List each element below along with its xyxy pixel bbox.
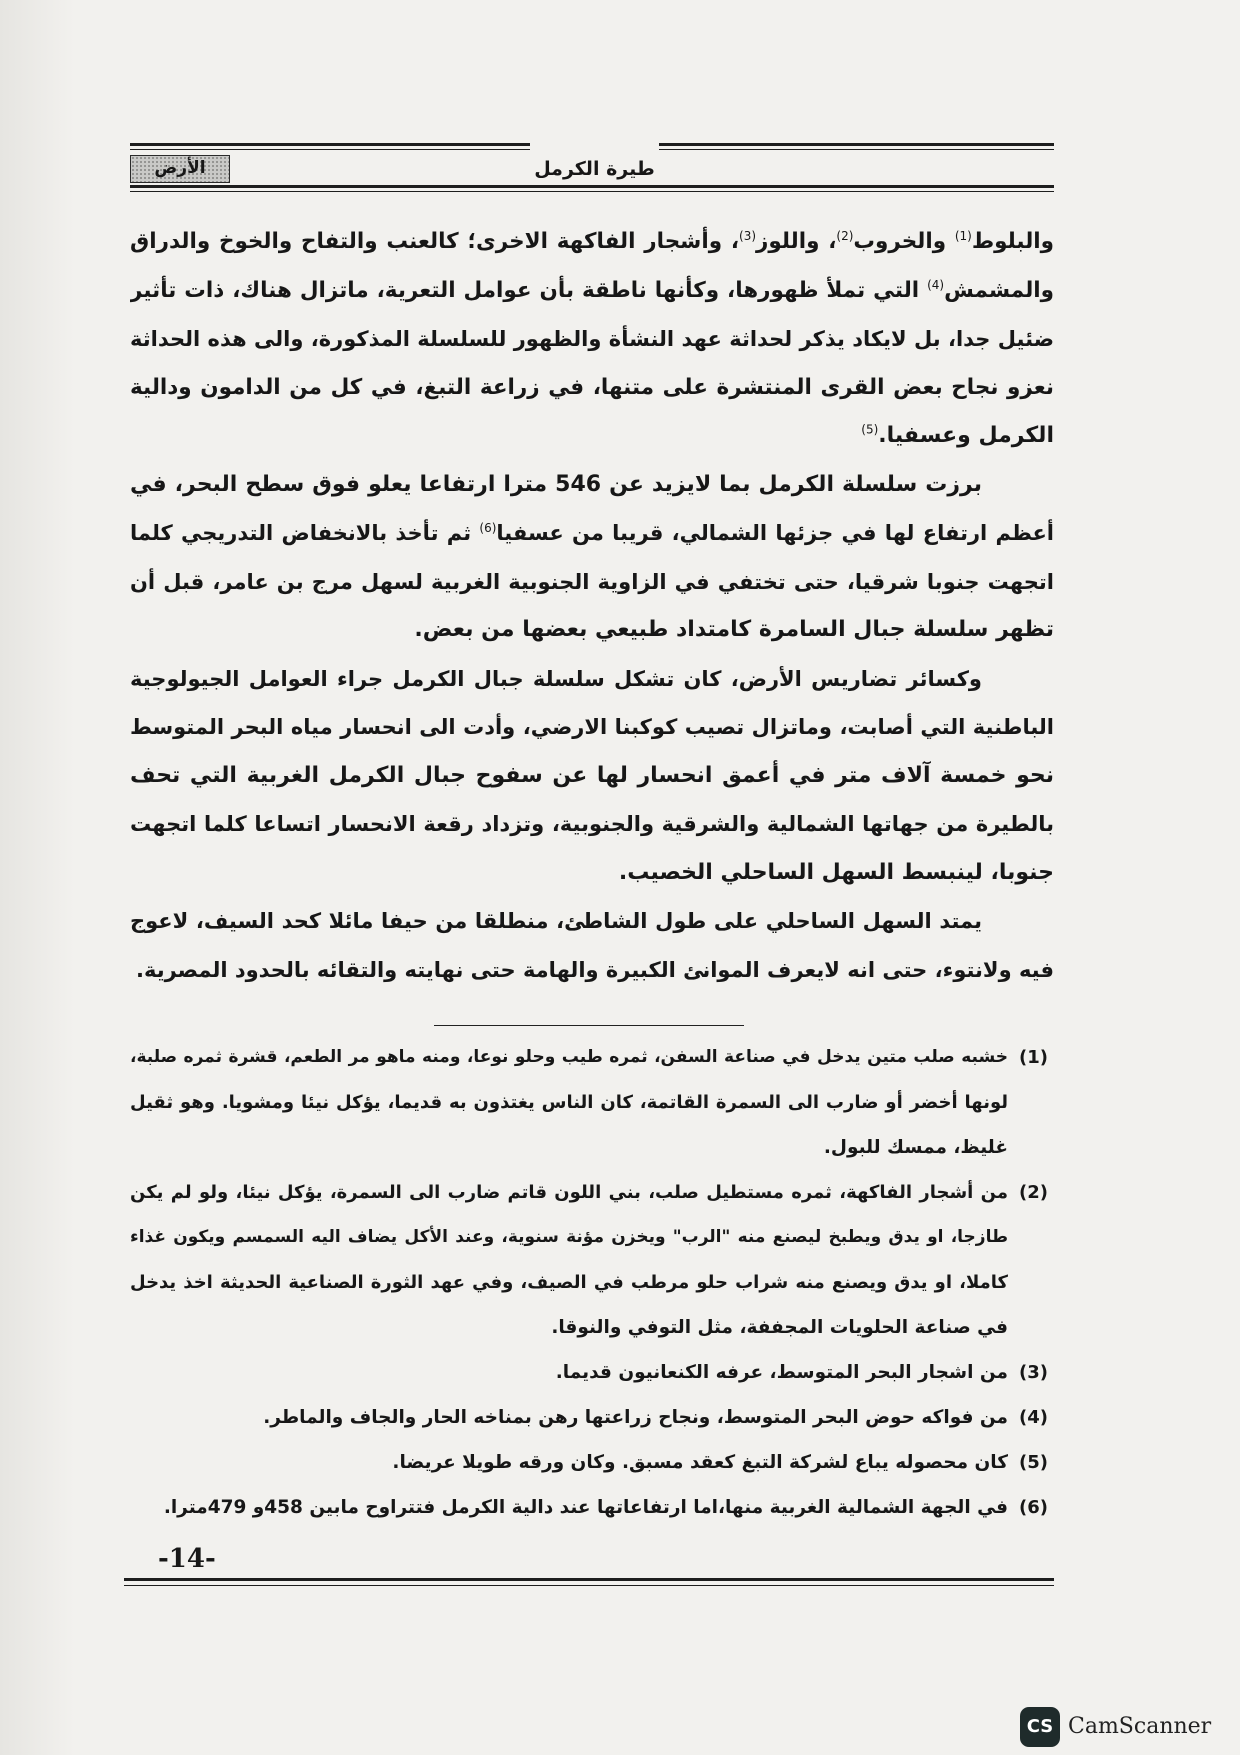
footnote-line: كان محصوله يباع لشركة التبغ كعقد مسبق. وكان ورقه طويلا عريضا. (392, 1452, 1008, 1473)
paragraph (130, 897, 1054, 994)
footnote-reference: (5) (861, 422, 879, 437)
footnote-line: من فواكه حوض البحر المتوسط، ونجاح زراعتها رهن بمناخه الحار والجاف والماطر. (263, 1407, 1008, 1428)
body-line (130, 703, 1054, 752)
body-line (130, 509, 1054, 558)
camscanner-logo-icon: CS (1020, 1707, 1060, 1747)
body-text-run: ، واللوز (756, 229, 837, 254)
body-line (130, 849, 1054, 898)
footnote-number: (2) (1019, 1182, 1048, 1203)
footnote (130, 1170, 1048, 1350)
footnote-line: من اشجار البحر المتوسط، عرفه الكنعانيون قديما. (555, 1362, 1008, 1383)
camscanner-watermark-text: CamScanner (1068, 1714, 1212, 1739)
footnote-number: (3) (1019, 1362, 1048, 1383)
body-text-run: الكرمل وعسفيا. (878, 423, 1054, 448)
footnote (130, 1035, 1048, 1170)
body-text-run: بالطيرة من جهاتها الشمالية والشرقية والجنوبية، وتزداد رقعة الانحسار اتساعا كلما اتجهت (130, 812, 1054, 836)
footnote (130, 1485, 1048, 1530)
page-number: -14- (158, 1544, 216, 1574)
body-line (130, 412, 1054, 461)
footnote-number: (5) (1019, 1452, 1048, 1473)
body-line (130, 800, 1054, 849)
body-line (130, 461, 1054, 510)
body-text-run: نعزو نجاح بعض القرى المنتشرة على متنها، في زراعة التبغ، في كل من الدامون ودالية (130, 374, 1054, 400)
body-line (130, 752, 1054, 801)
footnote-line: خشبه صلب متين يدخل في صناعة السفن، ثمره طيب وحلو نوعا، ومنه ماهو مر الطعم، قشرة ثمره صلبة، (130, 1047, 1008, 1067)
header-rule-left (130, 143, 530, 150)
footnote-reference: (3) (739, 228, 757, 243)
footnote-line: طازجا، او يدق ويطبخ ليصنع منه "الرب" ويخزن مؤنة سنوية، وعند الأكل يضاف اليه السمسم ويكون غذاء (130, 1227, 1008, 1247)
footnote (130, 1440, 1048, 1485)
body-line (130, 218, 1054, 267)
body-line (130, 946, 1054, 995)
running-header-title: طيرة الكرمل (534, 158, 655, 180)
header-rule-right (659, 143, 1054, 150)
footnote-reference: (6) (479, 521, 497, 535)
footnote-reference: (1) (954, 228, 972, 243)
footnote-line: من أشجار الفاكهة، ثمره مستطيل صلب، بني اللون قاتم ضارب الى السمرة، يؤكل نيئا، ولو لم يكن (130, 1182, 1008, 1203)
body-line (130, 315, 1054, 364)
body-text-run: ، وأشجار الفاكهة الاخرى؛ كالعنب والتفاح والخوخ والدراق (130, 229, 739, 254)
body-text-run: أعظم ارتفاع لها في جزئها الشمالي، قريبا من عسفيا (496, 521, 1054, 545)
section-label-box: الأرض (130, 155, 230, 183)
paragraph (130, 655, 1054, 898)
body-text-run: التي تملأ ظهورها، وكأنها ناطقة بأن عوامل التعرية، ماتزال هناك، ذات تأثير (130, 277, 928, 303)
page-edge-shadow (0, 0, 75, 1755)
footnote (130, 1350, 1048, 1395)
footer-rule (124, 1578, 1054, 1586)
footnote-line: غليظ، ممسك للبول. (823, 1137, 1008, 1158)
body-text-run: نحو خمسة آلاف متر في أعمق انحسار لها عن سفوح جبال الكرمل الغربية التي تحف (130, 762, 1054, 788)
footnote-line: كاملا، او يدق ويصنع منه شراب حلو مرطب في الصيف، وفي عهد الثورة الصناعية الحديثة اخذ يدخل (130, 1272, 1008, 1293)
footnote-line: في صناعة الحلويات المجففة، مثل التوفي والنوقا. (551, 1317, 1008, 1338)
body-line (130, 267, 1054, 316)
body-text-run: وكسائر تضاريس الأرض، كان تشكل سلسلة جبال الكرمل جراء العوامل الجيولوجية (130, 666, 982, 691)
body-line (130, 364, 1054, 413)
body-line (130, 606, 1054, 655)
header-rule-bottom (130, 185, 1054, 192)
footnote-number: (4) (1019, 1407, 1048, 1428)
footnote-line: لونها أخضر أو ضارب الى السمرة القاتمة، كان الناس يغتذون به قديما، يؤكل نيئا ومشويا. وهو ثقيل (130, 1092, 1008, 1113)
body-line (130, 655, 1054, 704)
body-text-run: اتجهت جنوبا شرقيا، حتى تختفي في الزاوية الجنوبية الغربية لسهل مرج بن عامر، قبل أن (130, 569, 1054, 594)
body-text-run: والبلوط (971, 229, 1054, 254)
body-text-run: والخروب (853, 229, 955, 254)
body-text-run: تظهر سلسلة جبال السامرة كامتداد طبيعي بعضها من بعض. (414, 617, 1054, 642)
body-text-run: ضئيل جدا، بل لايكاد يذكر لحداثة عهد النشأة والظهور للسلسلة المذكورة، والى هذه الحداثة (130, 327, 1054, 351)
footnote-line: في الجهة الشمالية الغربية منها،اما ارتفاعاتها عند دالية الكرمل فتتراوح مابين 458و 479مترا. (163, 1497, 1008, 1518)
body-text (130, 218, 1054, 994)
body-text-run: والمشمش (944, 277, 1054, 303)
body-text-run: الباطنية التي أصابت، وماتزال تصيب كوكبنا الارضي، وأدت الى انحسار مياه البحر المتوسط (130, 715, 1054, 739)
footnote (130, 1395, 1048, 1440)
body-line (130, 558, 1054, 607)
body-text-run: برزت سلسلة الكرمل بما لايزيد عن 546 مترا ارتفاعا يعلو فوق سطح البحر، في (130, 471, 982, 497)
body-line (130, 897, 1054, 946)
paragraph (130, 218, 1054, 461)
body-text-run: جنوبا، لينبسط السهل الساحلي الخصيب. (618, 859, 1054, 885)
footnote-number: (6) (1019, 1497, 1048, 1518)
footnote-number: (1) (1019, 1047, 1048, 1068)
footnote-separator (434, 1025, 744, 1026)
footnotes (130, 1035, 1048, 1530)
body-text-run: ثم تأخذ بالانخفاض التدريجي كلما (130, 521, 480, 545)
footnote-reference: (2) (836, 228, 854, 243)
paragraph (130, 461, 1054, 655)
body-text-run: يمتد السهل الساحلي على طول الشاطئ، منطلقا من حيفا مائلا كحد السيف، لاعوج (130, 909, 982, 933)
body-text-run: فيه ولانتوء، حتى انه لايعرف الموانئ الكبيرة والهامة حتى نهايته والتقائه بالحدود المصرية. (136, 957, 1054, 982)
footnote-reference: (4) (927, 277, 945, 292)
